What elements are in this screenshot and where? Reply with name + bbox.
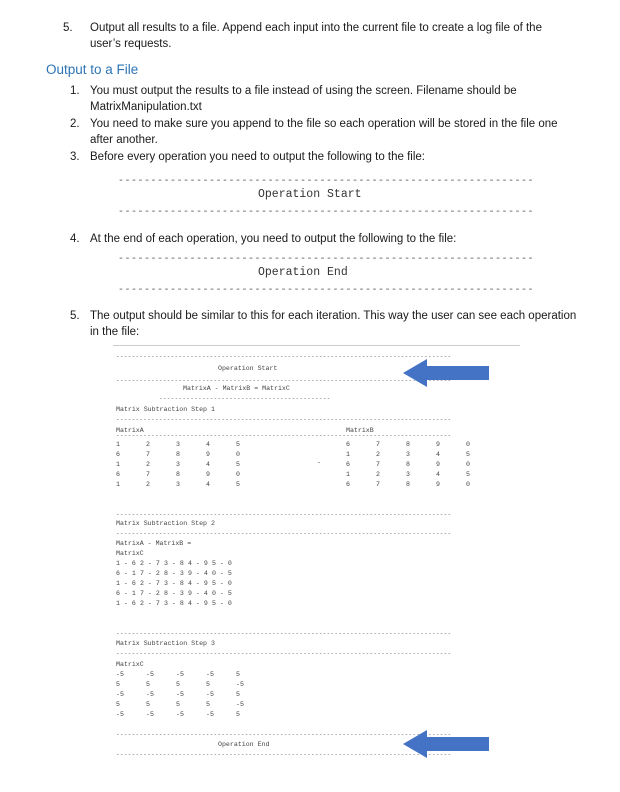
step2-cell: 1 - 6: [116, 560, 136, 567]
step2-cell: 6 - 1: [116, 570, 136, 577]
matrixC-cell: -5: [116, 691, 124, 698]
matrixA-cell: 7: [146, 451, 150, 458]
matrixB-cell: 6: [346, 441, 350, 448]
ex-matrixC-label: MatrixC: [116, 661, 144, 668]
matrixC-cell: -5: [236, 701, 244, 708]
ex-minus-sign: -: [317, 459, 321, 466]
matrixC-cell: 5: [236, 671, 240, 678]
code-operation-start: Operation Start: [258, 188, 362, 201]
matrixB-cell: 8: [406, 481, 410, 488]
matrixB-cell: 0: [466, 441, 470, 448]
ex-dashes-8: --------------------------------------------------------------------------------------: [116, 630, 452, 637]
step2-cell: 7 - 2: [140, 590, 160, 597]
matrixB-cell: 2: [376, 471, 380, 478]
matrixB-cell: 9: [436, 441, 440, 448]
item-5-number: 5.: [70, 310, 80, 322]
matrixB-cell: 9: [436, 461, 440, 468]
item-2-number: 2.: [70, 118, 80, 130]
matrixA-cell: 3: [176, 481, 180, 488]
matrixA-cell: 3: [176, 441, 180, 448]
matrixB-cell: 5: [466, 471, 470, 478]
ex-equation: MatrixA - MatrixB = MatrixC: [183, 385, 290, 392]
ex-dashes-6: --------------------------------------------------------------------------------------: [116, 511, 452, 518]
item-1-line1: You must output the results to a file instead of using the screen. Filename should be: [90, 85, 517, 97]
step2-cell: 9 - 4: [188, 570, 208, 577]
step2-cell: 4 - 9: [188, 600, 208, 607]
matrixB-cell: 1: [346, 451, 350, 458]
matrixA-cell: 6: [116, 471, 120, 478]
matrixA-cell: 0: [236, 451, 240, 458]
item-3-line1: Before every operation you need to output the following to the file:: [90, 151, 425, 163]
matrixC-cell: -5: [146, 671, 154, 678]
matrixC-cell: -5: [236, 681, 244, 688]
step2-cell: 4 - 9: [188, 580, 208, 587]
matrixC-cell: 5: [176, 681, 180, 688]
ex-step1-title: Matrix Subtraction Step 1: [116, 406, 215, 413]
example-output-image: [113, 345, 520, 765]
matrixB-cell: 4: [436, 451, 440, 458]
matrixB-cell: 6: [346, 481, 350, 488]
ex-dashes-7: --------------------------------------------------------------------------------------: [116, 530, 452, 537]
matrixC-cell: 5: [206, 701, 210, 708]
arrow-left-icon: [403, 730, 489, 758]
item-1-line2: MatrixManipulation.txt: [90, 101, 202, 113]
ex-operation-start: Operation Start: [218, 365, 278, 372]
matrixC-cell: -5: [176, 711, 184, 718]
matrixA-cell: 1: [116, 461, 120, 468]
item-4-line1: At the end of each operation, you need to output the following to the file:: [90, 233, 457, 245]
matrixB-cell: 5: [466, 451, 470, 458]
matrixA-cell: 5: [236, 441, 240, 448]
matrixC-cell: -5: [176, 671, 184, 678]
item-3-number: 3.: [70, 151, 80, 163]
matrixB-cell: 7: [376, 461, 380, 468]
matrixC-cell: 5: [116, 701, 120, 708]
matrixB-cell: 7: [376, 481, 380, 488]
matrixB-cell: 8: [406, 441, 410, 448]
matrixA-cell: 7: [146, 471, 150, 478]
matrixC-cell: -5: [146, 711, 154, 718]
matrixC-cell: -5: [116, 671, 124, 678]
ex-dashes-9: --------------------------------------------------------------------------------------: [116, 650, 452, 657]
matrixB-cell: 1: [346, 471, 350, 478]
matrixA-cell: 4: [206, 441, 210, 448]
matrixA-cell: 1: [116, 481, 120, 488]
step2-cell: 3 - 8: [164, 560, 184, 567]
arrow-left-icon: [403, 359, 489, 387]
step2-cell: 8 - 3: [164, 590, 184, 597]
ex-step2-title: Matrix Subtraction Step 2: [116, 520, 215, 527]
item-1-number: 1.: [70, 85, 80, 97]
item-5-line2: in the file:: [90, 326, 140, 338]
matrixA-cell: 8: [176, 451, 180, 458]
matrixC-cell: 5: [176, 701, 180, 708]
ex-dashes-5: --------------------------------------------------------------------------------------: [116, 432, 452, 439]
matrixC-cell: -5: [176, 691, 184, 698]
ex-step3-title: Matrix Subtraction Step 3: [116, 640, 215, 647]
code-end-dashes-bottom: ----------------------------------------------------------------: [118, 285, 535, 296]
code-end-dashes-top: ----------------------------------------------------------------: [118, 254, 535, 265]
step2-cell: 9 - 4: [188, 590, 208, 597]
ex-dashes-3: --------------------------------------------: [159, 395, 331, 402]
matrixC-cell: -5: [146, 691, 154, 698]
section-heading: Output to a File: [46, 62, 139, 77]
matrixC-cell: 5: [146, 681, 150, 688]
ex-step2-eq: MatrixA - MatrixB =: [116, 540, 192, 547]
matrixA-cell: 5: [236, 461, 240, 468]
code-operation-end: Operation End: [258, 266, 348, 279]
matrixA-cell: 9: [206, 471, 210, 478]
matrixC-cell: 5: [236, 691, 240, 698]
matrixC-cell: 5: [116, 681, 120, 688]
ex-operation-end: Operation End: [218, 741, 270, 748]
matrixA-cell: 2: [146, 461, 150, 468]
item-4-number: 4.: [70, 233, 80, 245]
step2-cell: 0 - 5: [212, 590, 232, 597]
matrixA-cell: 1: [116, 441, 120, 448]
code-start-dashes-bottom: ----------------------------------------------------------------: [118, 207, 535, 218]
step2-cell: 7 - 2: [140, 570, 160, 577]
matrixC-cell: -5: [206, 691, 214, 698]
ex-dashes-1: --------------------------------------------------------------------------------------: [116, 353, 452, 360]
matrixB-cell: 0: [466, 461, 470, 468]
intro-item-line1: Output all results to a file. Append each input into the current file to create a log file of the: [90, 22, 542, 34]
matrixC-cell: -5: [116, 711, 124, 718]
ex-dashes-10: --------------------------------------------------------------------------------------: [116, 731, 452, 738]
item-2-line2: after another.: [90, 134, 158, 146]
matrixB-cell: 9: [436, 481, 440, 488]
step2-cell: 5 - 0: [212, 560, 232, 567]
step2-cell: 2 - 7: [140, 560, 160, 567]
step2-cell: 0 - 5: [212, 570, 232, 577]
matrixB-cell: 0: [466, 481, 470, 488]
ex-dashes-4: --------------------------------------------------------------------------------------: [116, 416, 452, 423]
step2-cell: 4 - 9: [188, 560, 208, 567]
ex-step2-matrixC-label: MatrixC: [116, 550, 144, 557]
matrixA-cell: 4: [206, 481, 210, 488]
matrixB-cell: 3: [406, 471, 410, 478]
matrixC-cell: 5: [206, 681, 210, 688]
matrixA-cell: 4: [206, 461, 210, 468]
matrixB-cell: 7: [376, 441, 380, 448]
matrixC-cell: 5: [146, 701, 150, 708]
matrixB-cell: 8: [406, 461, 410, 468]
matrixC-cell: -5: [206, 671, 214, 678]
step2-cell: 3 - 8: [164, 580, 184, 587]
matrixA-cell: 6: [116, 451, 120, 458]
step2-cell: 5 - 0: [212, 580, 232, 587]
step2-cell: 1 - 6: [116, 580, 136, 587]
matrixA-cell: 2: [146, 441, 150, 448]
matrixC-cell: 5: [236, 711, 240, 718]
matrixA-cell: 9: [206, 451, 210, 458]
step2-cell: 5 - 0: [212, 600, 232, 607]
item-5-line1: The output should be similar to this for each iteration. This way the user can see each operation: [90, 310, 577, 322]
intro-item-number: 5.: [63, 22, 73, 34]
code-start-dashes-top: ----------------------------------------------------------------: [118, 176, 535, 187]
step2-cell: 2 - 7: [140, 580, 160, 587]
matrixB-cell: 3: [406, 451, 410, 458]
step2-cell: 1 - 6: [116, 600, 136, 607]
matrixC-cell: -5: [206, 711, 214, 718]
matrixB-cell: 4: [436, 471, 440, 478]
ex-dashes-2: --------------------------------------------------------------------------------------: [116, 377, 452, 384]
matrixB-cell: 2: [376, 451, 380, 458]
step2-cell: 2 - 7: [140, 600, 160, 607]
image-top-rule: [113, 345, 520, 346]
matrixA-cell: 8: [176, 471, 180, 478]
matrixA-cell: 2: [146, 481, 150, 488]
ex-matrixB-label: MatrixB: [346, 427, 374, 434]
matrixA-cell: 0: [236, 471, 240, 478]
matrixA-cell: 5: [236, 481, 240, 488]
intro-item-line2: user’s requests.: [90, 38, 172, 50]
step2-cell: 8 - 3: [164, 570, 184, 577]
matrixA-cell: 3: [176, 461, 180, 468]
item-2-line1: You need to make sure you append to the file so each operation will be stored in the file one: [90, 118, 558, 130]
ex-matrixA-label: MatrixA: [116, 427, 144, 434]
ex-dashes-11: --------------------------------------------------------------------------------------: [116, 751, 452, 758]
step2-cell: 3 - 8: [164, 600, 184, 607]
step2-cell: 6 - 1: [116, 590, 136, 597]
matrixB-cell: 6: [346, 461, 350, 468]
